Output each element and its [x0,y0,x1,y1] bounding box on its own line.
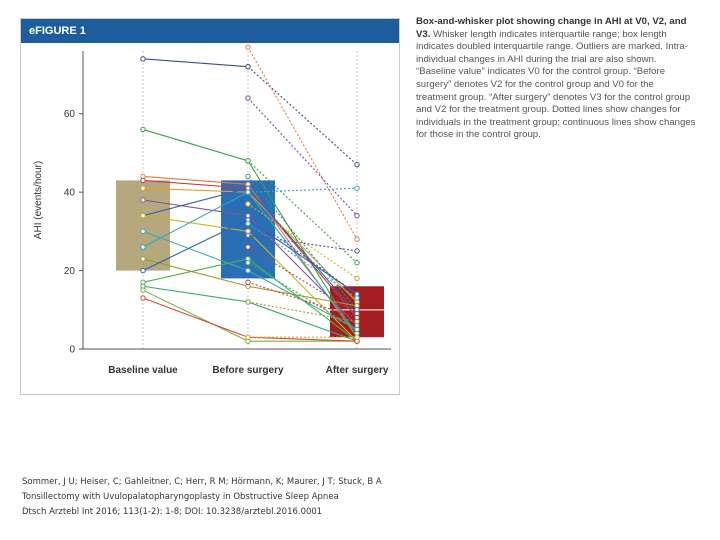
control-point-3-0 [141,178,145,182]
treatment-point-0-0 [246,64,250,68]
y-tick-label-2: 40 [63,187,75,199]
citation-source: Dtsch Arztebl Int 2016; 113(1-2): 1-8; DOI: 10.3238/arztebl.2016.0001 [22,507,323,517]
treatment-point-5-1 [355,186,359,190]
figure-panel [20,18,400,395]
treatment-point-8-0 [246,221,250,225]
caption-title: Box-and-whisker plot showing change in AHI at V0, V2, and V3. [416,16,687,40]
treatment-point-7-0 [246,213,250,217]
treatment-point-6-0 [246,202,250,206]
treatment-point-8-1 [355,296,359,300]
treatment-point-11-0 [246,261,250,265]
caption-body: Whisker length indicates interquartile range; box length indicates doubled interquartile range. Outliers are marked. Intra-individual changes in AHI during the trial are also shown. “Baseline value” indicates V0 for the control group. “Before surgery” denotes V2 for the control group and V0 for the treatment group. “After surgery” denotes V3 for the control group and V2 for the treatment group. Dotted lines show changes for individuals in the treatment group; continuous lines show changes for those in the control group. [416,28,696,141]
treatment-point-12-0 [246,280,250,284]
treatment-point-2-0 [246,96,250,100]
citation [22,475,382,520]
control-point-4-0 [141,186,145,190]
figure-caption [416,16,696,142]
treatment-point-10-0 [246,245,250,249]
citation-authors: Sommer, J U; Heiser, C; Gahleitner, C; Herr, R M; Hörmann, K; Maurer, J T; Stuck, B A [22,477,382,487]
treatment-point-9-1 [355,249,359,253]
figure-label: eFIGURE 1 [21,19,399,43]
control-point-14-0 [141,288,145,292]
y-tick-label-1: 20 [63,266,75,278]
control-point-8-1 [246,268,250,272]
y-tick-label-3: 60 [63,109,75,121]
control-line-13 [143,286,357,341]
treatment-point-6-1 [355,276,359,280]
control-point-10-0 [141,257,145,261]
control-point-5-0 [141,198,145,202]
y-tick-label-0: 0 [69,344,75,356]
treatment-point-14-1 [355,335,359,339]
x-category-label-2: After surgery [325,365,389,376]
treatment-point-3-0 [246,159,250,163]
control-line-14 [143,290,357,341]
treatment-point-11-1 [355,327,359,331]
control-point-7-0 [141,213,145,217]
control-point-0-0 [141,57,145,61]
x-category-label-0: Baseline value [108,365,178,376]
treatment-point-14-0 [246,335,250,339]
y-axis-label: AHI (events/hour) [33,160,44,240]
control-point-9-0 [141,245,145,249]
treatment-point-1-0 [246,45,250,49]
control-point-8-0 [141,229,145,233]
control-point-1-0 [141,127,145,131]
treatment-point-2-1 [355,213,359,217]
x-category-label-1: Before surgery [212,365,284,376]
control-point-11-0 [141,268,145,272]
treatment-point-1-1 [355,237,359,241]
treatment-point-9-0 [246,233,250,237]
citation-title: Tonsillectomy with Uvulopalatopharyngoplasty in Obstructive Sleep Apnea [22,492,339,502]
control-line-15 [143,298,357,341]
treatment-point-4-0 [246,174,250,178]
control-point-15-0 [141,296,145,300]
box-plot-chart [21,43,399,394]
treatment-point-13-1 [355,319,359,323]
treatment-point-13-0 [246,300,250,304]
control-line-0 [143,59,248,67]
treatment-point-3-1 [355,261,359,265]
treatment-point-0-1 [355,163,359,167]
treatment-point-5-0 [246,190,250,194]
